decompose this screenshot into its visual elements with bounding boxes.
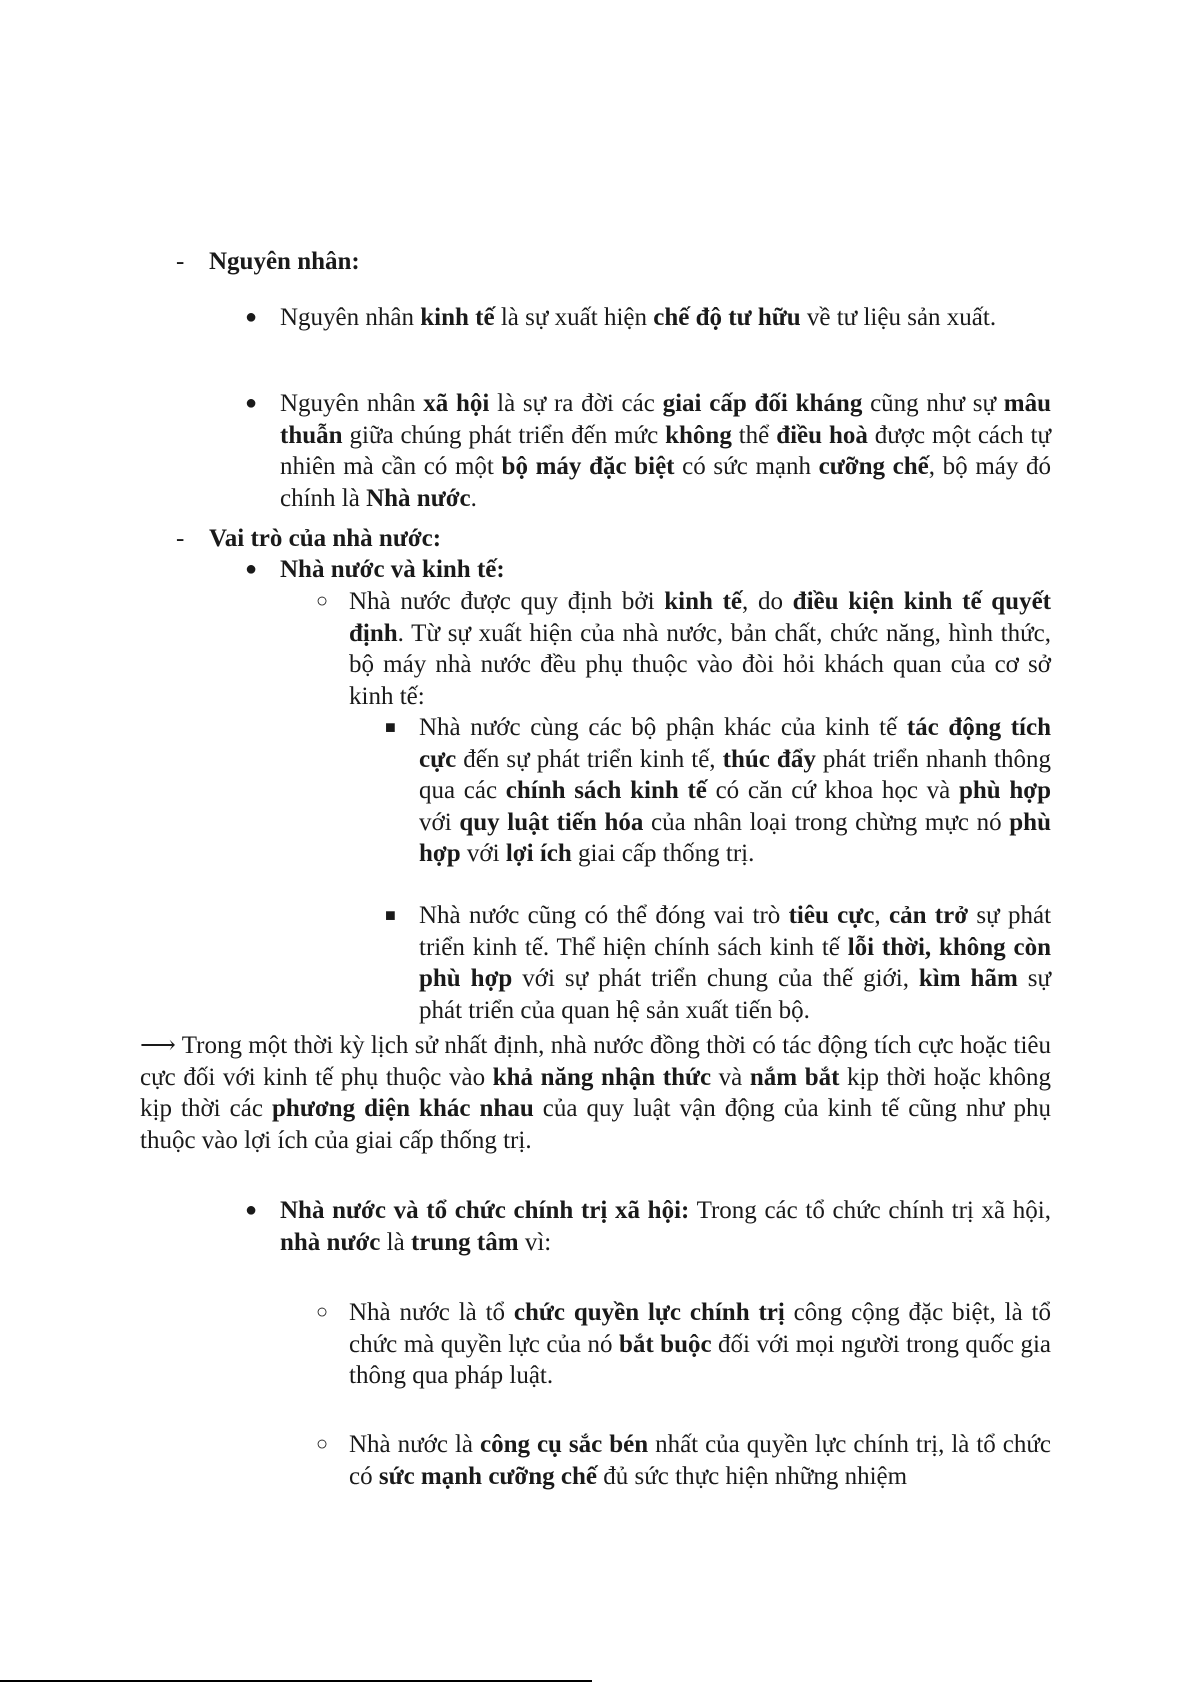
- bullet-marker: ●: [245, 1199, 258, 1221]
- bullet-marker: ●: [245, 306, 258, 328]
- square-marker: ■: [385, 905, 396, 925]
- bullet-marker: ●: [245, 558, 258, 580]
- conclusion-paragraph: ⟶ Trong một thời kỳ lịch sử nhất định, nhà nước đồng thời có tác động tích cực hoặc tiêu cực đối với kinh tế phụ thuộc vào khả năng nhận thức và nắm bắt kịp thời hoặc không kịp thời các phương diện khác nhau của quy luật vận động của kinh tế cũng như phụ thuộc vào lợi ích của giai cấp thống trị.: [140, 1032, 1052, 1154]
- bullet-marker: ●: [245, 392, 258, 414]
- circle-marker: ○: [316, 590, 329, 612]
- positive-impact-paragraph: Nhà nước cùng các bộ phận khác của kinh tế tác động tích cực đến sự phát triển kinh tế, thúc đẩy phát triển nhanh thông qua các chính sách kinh tế có căn cứ khoa học và phù hợp với quy luật tiến hóa của nhân loại trong chừng mực nó phù hợp với lợi ích giai cấp thống trị.: [419, 714, 1052, 867]
- state-political-org-paragraph: Nhà nước và tổ chức chính trị xã hội: Trong các tổ chức chính trị xã hội, nhà nước là trung tâm vì:: [280, 1197, 1051, 1256]
- section-heading-role: Vai trò của nhà nước:: [209, 525, 442, 552]
- coercive-power-paragraph: Nhà nước là công cụ sắc bén nhất của quyền lực chính trị, là tổ chức có sức mạnh cưỡng chế đủ sức thực hiện những nhiệm: [349, 1431, 1051, 1490]
- subheading-state-economy: Nhà nước và kinh tế:: [280, 556, 505, 583]
- cause-social-paragraph: Nguyên nhân xã hội là sự ra đời các giai cấp đối kháng cũng như sự mâu thuẫn giữa chúng phát triển đến mức không thể điều hoà được một cách tự nhiên mà cần có một bộ máy đặc biệt có sức mạnh cưỡng chế, bộ máy đó chính là Nhà nước.: [280, 390, 1052, 512]
- circle-marker: ○: [316, 1301, 329, 1323]
- dash-marker: -: [176, 248, 185, 275]
- negative-impact-paragraph: Nhà nước cũng có thể đóng vai trò tiêu cực, cản trở sự phát triển kinh tế. Thể hiện chính sách kinh tế lỗi thời, không còn phù hợp với sự phát triển chung của thế giới, kìm hãm sự phát triển của quan hệ sản xuất tiến bộ.: [419, 902, 1052, 1024]
- dash-marker: -: [176, 525, 185, 552]
- political-power-paragraph: Nhà nước là tổ chức quyền lực chính trị công cộng đặc biệt, là tổ chức mà quyền lực của nó bắt buộc đối với mọi người trong quốc gia thông qua pháp luật.: [349, 1299, 1051, 1389]
- cause-economic-paragraph: Nguyên nhân kinh tế là sự xuất hiện chế độ tư hữu về tư liệu sản xuất.: [280, 304, 997, 331]
- square-marker: ■: [385, 717, 396, 737]
- section-heading-causes: Nguyên nhân:: [209, 248, 360, 275]
- economy-determines-state-paragraph: Nhà nước được quy định bởi kinh tế, do điều kiện kinh tế quyết định. Từ sự xuất hiện của nhà nước, bản chất, chức năng, hình thức, bộ máy nhà nước đều phụ thuộc vào đòi hỏi khách quan của cơ sở kinh tế:: [349, 588, 1051, 710]
- circle-marker: ○: [316, 1433, 329, 1455]
- footer-divider: [0, 1680, 592, 1682]
